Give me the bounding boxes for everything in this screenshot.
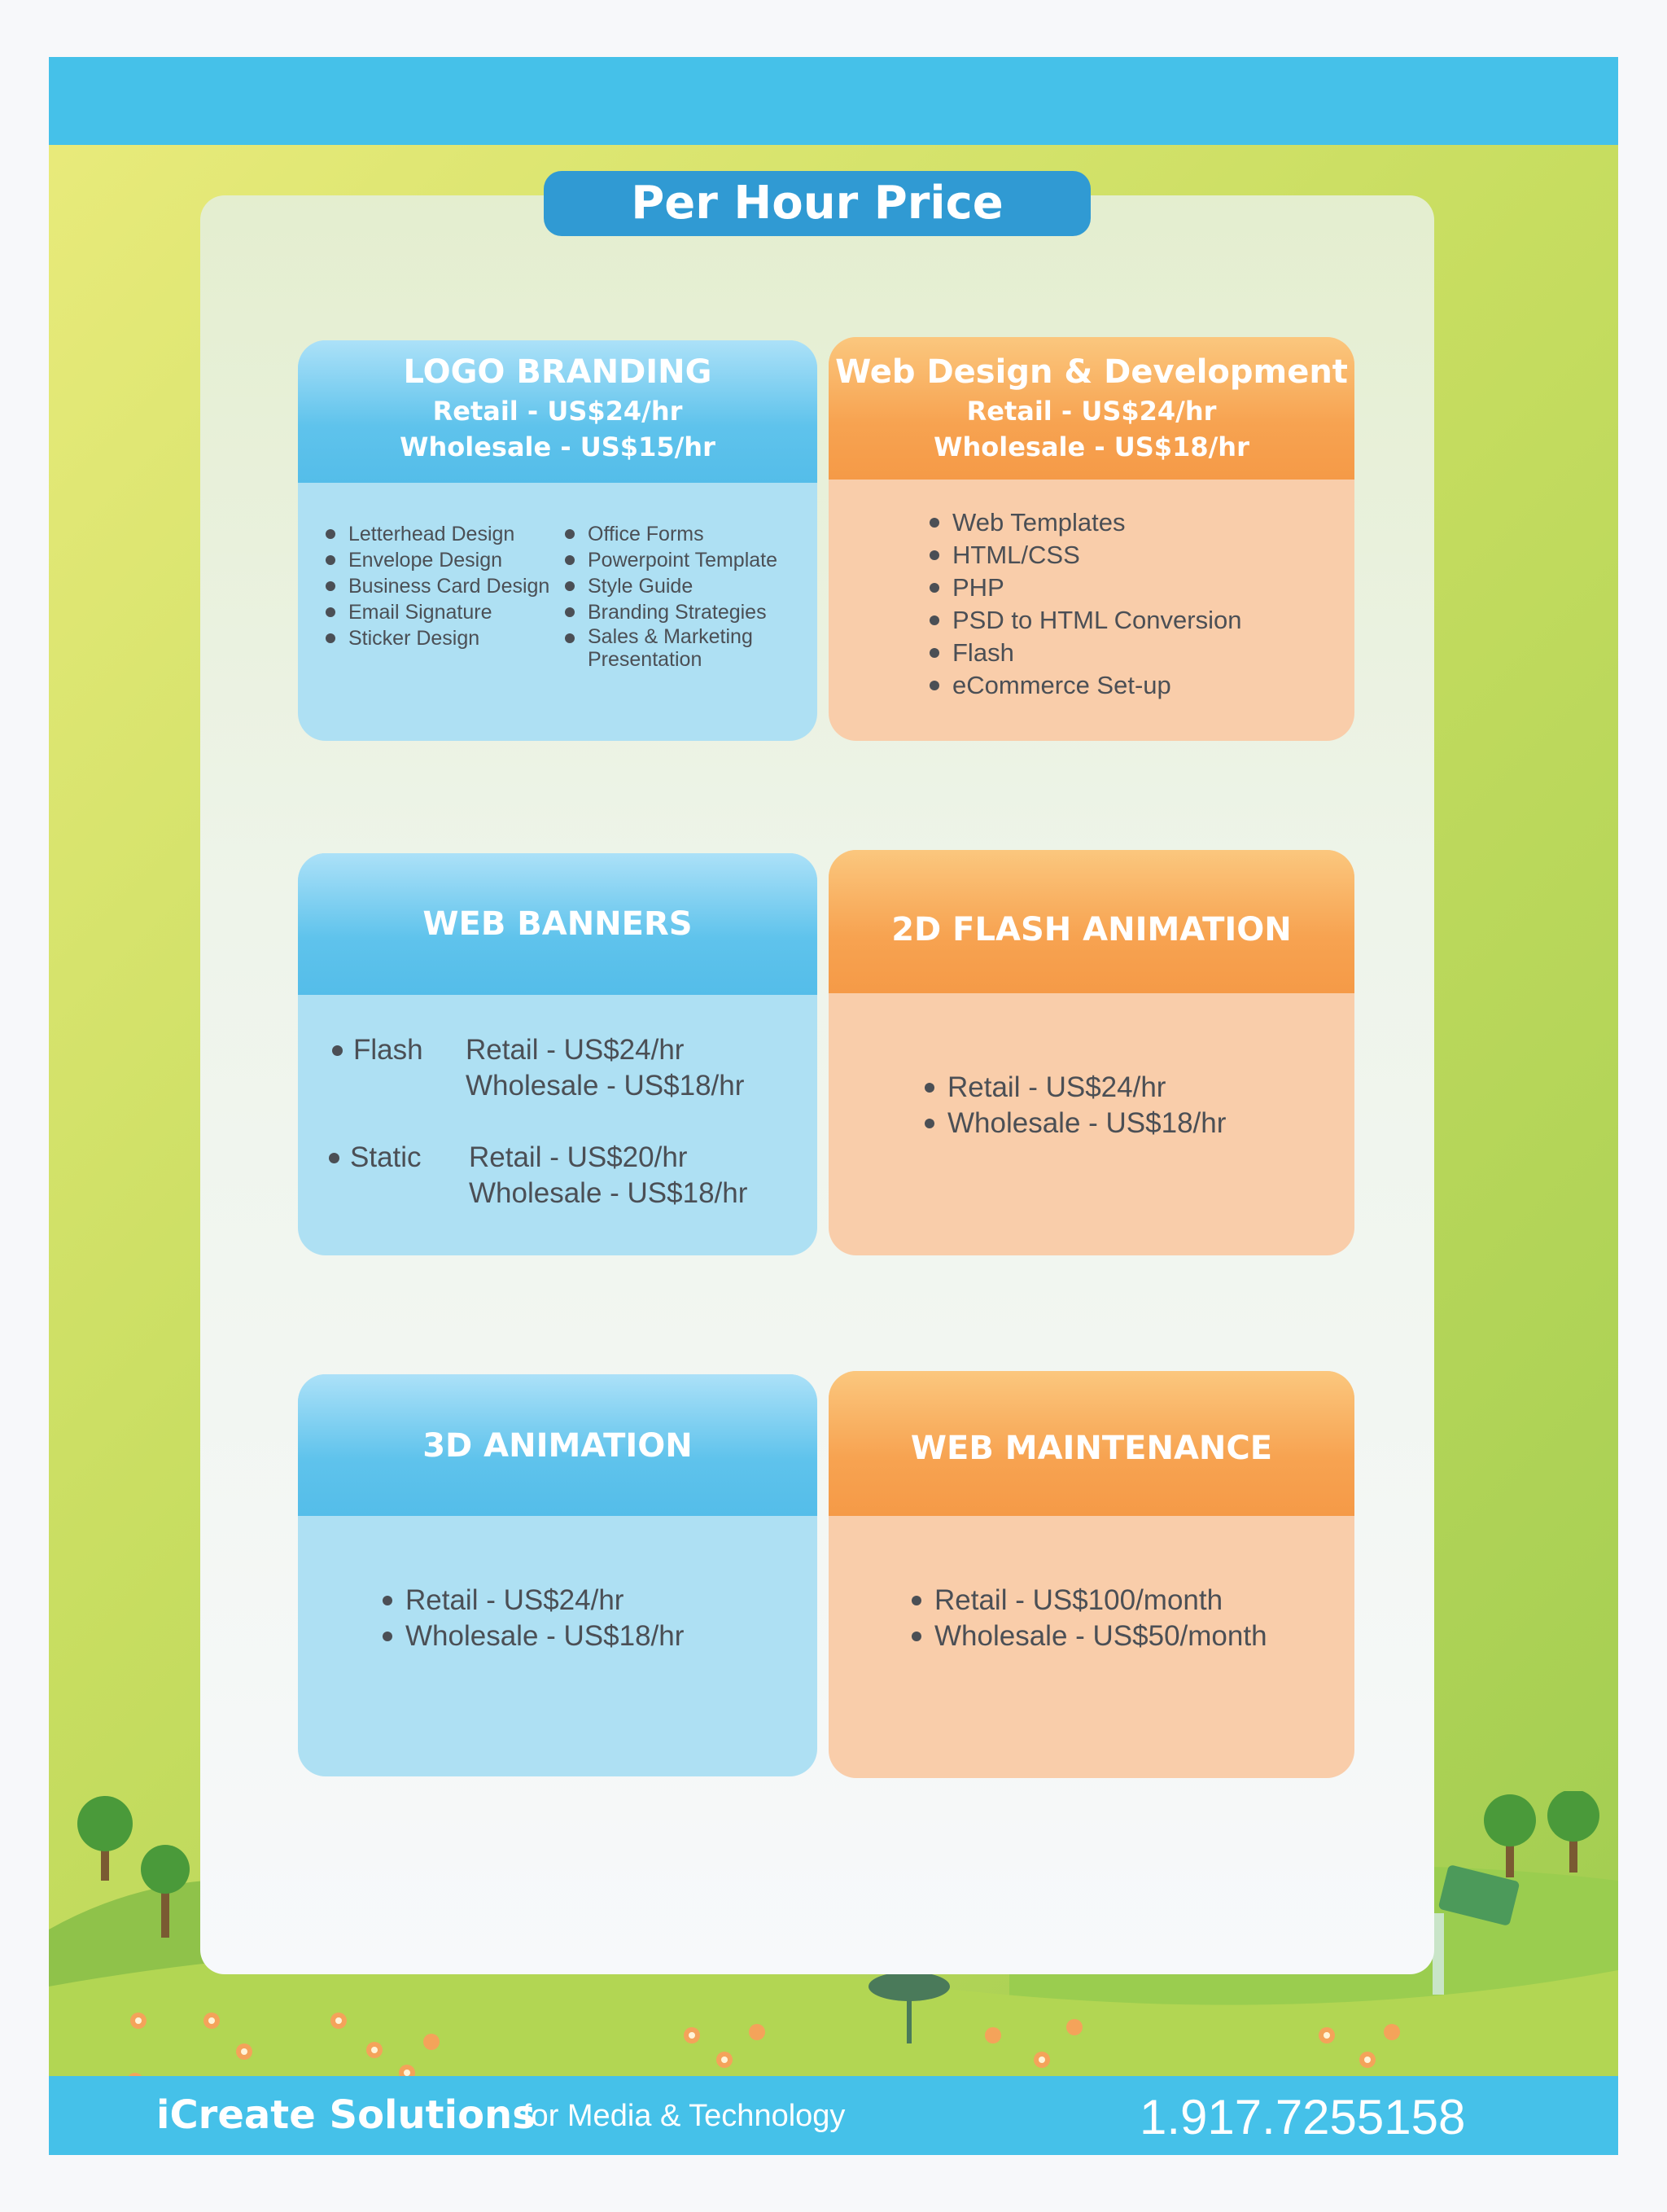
logo-services-column-1 [326, 521, 549, 651]
banner-type-flash: Flash [353, 1034, 423, 1066]
3d-animation-card [298, 1374, 817, 1776]
tree-icon [77, 1796, 133, 1881]
footer-bar [49, 2076, 1618, 2155]
flyer [49, 57, 1618, 2155]
flash-banner-prices [466, 1032, 744, 1104]
web-maintenance-card [829, 1371, 1354, 1778]
web-design-services [930, 506, 1241, 702]
logo-branding-header [298, 340, 817, 483]
tree-icon [1547, 1791, 1599, 1873]
company-tagline: for Media & Technology [523, 2099, 846, 2133]
wholesale-price: Wholesale - US$18/hr [934, 431, 1249, 462]
top-banner-band [49, 57, 1618, 145]
3d-animation-prices [383, 1583, 684, 1654]
list-item: Flash [930, 637, 1241, 669]
wholesale-price: Wholesale - US$15/hr [400, 431, 715, 462]
company-name: iCreate Solutions [156, 2092, 536, 2138]
list-item: PHP [930, 572, 1241, 604]
retail-price: Retail - US$20/hr [469, 1141, 688, 1173]
list-item: Style Guide [565, 573, 801, 599]
banner-type-static: Static [350, 1141, 422, 1173]
flash-animation-card [829, 850, 1354, 1255]
wholesale-price: Wholesale - US$18/hr [925, 1106, 1226, 1141]
list-item: Envelope Design [326, 547, 549, 573]
list-item: eCommerce Set-up [930, 669, 1241, 702]
retail-price: Retail - US$100/month [912, 1583, 1267, 1618]
list-item: Sales & Marketing Presentation [565, 625, 801, 671]
list-item: Web Templates [930, 506, 1241, 539]
retail-price: Retail - US$24/hr [466, 1034, 685, 1066]
card-title: Web Design & Development [835, 353, 1348, 391]
retail-price: Retail - US$24/hr [383, 1583, 684, 1618]
card-title: 2D FLASH ANIMATION [891, 911, 1292, 948]
web-maintenance-header [829, 1371, 1354, 1516]
flash-animation-prices [925, 1070, 1226, 1141]
web-banners-card [298, 853, 817, 1255]
list-item: Sticker Design [326, 625, 549, 651]
wholesale-price: Wholesale - US$50/month [912, 1618, 1267, 1654]
bullet-icon [329, 1153, 339, 1163]
3d-animation-header [298, 1374, 817, 1516]
list-item: Letterhead Design [326, 521, 549, 547]
web-design-card [829, 337, 1354, 741]
static-banner-pricing [329, 1140, 422, 1176]
card-title: 3D ANIMATION [422, 1427, 693, 1465]
page-title: Per Hour Price [544, 171, 1091, 236]
list-item: Email Signature [326, 599, 549, 625]
list-item: HTML/CSS [930, 539, 1241, 572]
static-banner-prices [469, 1140, 747, 1211]
retail-price: Retail - US$24/hr [925, 1070, 1226, 1106]
logo-services-column-2 [565, 521, 801, 671]
flash-banner-pricing [332, 1032, 423, 1068]
card-title: LOGO BRANDING [403, 353, 712, 391]
card-title: WEB BANNERS [422, 905, 693, 943]
bullet-icon [332, 1045, 343, 1056]
web-design-header [829, 337, 1354, 480]
web-banners-header [298, 853, 817, 995]
retail-price: Retail - US$24/hr [432, 396, 683, 427]
list-item: PSD to HTML Conversion [930, 604, 1241, 637]
phone-number: 1.917.7255158 [1140, 2090, 1466, 2144]
wholesale-price: Wholesale - US$18/hr [466, 1070, 745, 1102]
card-title: WEB MAINTENANCE [910, 1430, 1273, 1467]
list-item: Business Card Design [326, 573, 549, 599]
wholesale-price: Wholesale - US$18/hr [469, 1177, 748, 1209]
list-item: Branding Strategies [565, 599, 801, 625]
logo-branding-card [298, 340, 817, 741]
retail-price: Retail - US$24/hr [966, 396, 1217, 427]
tree-icon [1484, 1794, 1536, 1877]
flash-animation-header [829, 850, 1354, 993]
web-maintenance-prices [912, 1583, 1267, 1654]
wholesale-price: Wholesale - US$18/hr [383, 1618, 684, 1654]
list-item: Powerpoint Template [565, 547, 801, 573]
list-item: Office Forms [565, 521, 801, 547]
